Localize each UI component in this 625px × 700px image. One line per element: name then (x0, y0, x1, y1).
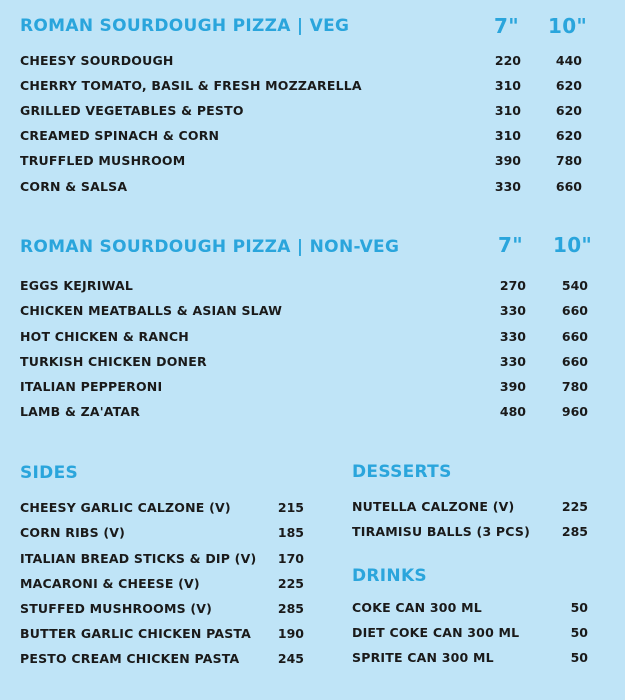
nonveg-item-price-7: 270 (499, 278, 526, 293)
nonveg-item-price-10: 660 (561, 354, 588, 369)
sides-item-name: CORN RIBS (V) (20, 525, 126, 540)
veg-item-price-7: 310 (494, 78, 521, 93)
sides-item-name: ITALIAN BREAD STICKS & DIP (V) (20, 551, 257, 566)
drinks-item-price: 50 (570, 600, 588, 615)
nonveg-item-price-10: 660 (561, 329, 588, 344)
veg-size-7-header: 7" (494, 14, 519, 38)
nonveg-item-name: HOT CHICKEN & RANCH (20, 329, 189, 344)
drinks-item-name: DIET COKE CAN 300 ML (352, 625, 520, 640)
veg-item-price-10: 620 (555, 78, 582, 93)
sides-item-name: PESTO CREAM CHICKEN PASTA (20, 651, 240, 666)
veg-section-title: ROMAN SOURDOUGH PIZZA | VEG (20, 16, 350, 36)
sides-item-price: 285 (277, 601, 304, 616)
veg-item-price-7: 220 (494, 53, 521, 68)
nonveg-size-7-header: 7" (498, 233, 523, 257)
drinks-section-title: DRINKS (352, 566, 427, 586)
nonveg-item-price-10: 540 (561, 278, 588, 293)
drinks-item-name: SPRITE CAN 300 ML (352, 650, 494, 665)
nonveg-item-price-7: 330 (499, 354, 526, 369)
sides-section-title: SIDES (20, 463, 79, 483)
veg-size-10-header: 10" (548, 14, 588, 38)
nonveg-item-price-10: 660 (561, 303, 588, 318)
drinks-item-price: 50 (570, 625, 588, 640)
desserts-item-price: 225 (561, 499, 588, 514)
nonveg-item-price-10: 780 (561, 379, 588, 394)
nonveg-item-price-7: 330 (499, 329, 526, 344)
desserts-item-name: NUTELLA CALZONE (V) (352, 499, 515, 514)
veg-item-name: CHERRY TOMATO, BASIL & FRESH MOZZARELLA (20, 78, 362, 93)
veg-item-price-7: 310 (494, 103, 521, 118)
sides-item-price: 190 (277, 626, 304, 641)
nonveg-item-name: EGGS KEJRIWAL (20, 278, 134, 293)
nonveg-item-name: TURKISH CHICKEN DONER (20, 354, 207, 369)
nonveg-item-price-7: 390 (499, 379, 526, 394)
nonveg-size-10-header: 10" (553, 233, 593, 257)
nonveg-section-title: ROMAN SOURDOUGH PIZZA | NON-VEG (20, 237, 400, 257)
veg-item-price-7: 310 (494, 128, 521, 143)
nonveg-item-name: CHICKEN MEATBALLS & ASIAN SLAW (20, 303, 283, 318)
drinks-item-price: 50 (570, 650, 588, 665)
veg-item-price-10: 620 (555, 128, 582, 143)
veg-item-price-10: 620 (555, 103, 582, 118)
nonveg-item-name: ITALIAN PEPPERONI (20, 379, 163, 394)
nonveg-item-price-10: 960 (561, 404, 588, 419)
sides-item-price: 245 (277, 651, 304, 666)
sides-item-price: 170 (277, 551, 304, 566)
veg-item-name: CORN & SALSA (20, 179, 128, 194)
veg-item-name: TRUFFLED MUSHROOM (20, 153, 186, 168)
nonveg-item-price-7: 480 (499, 404, 526, 419)
veg-item-name: CHEESY SOURDOUGH (20, 53, 174, 68)
veg-item-price-10: 440 (555, 53, 582, 68)
sides-item-price: 215 (277, 500, 304, 515)
sides-item-price: 185 (277, 525, 304, 540)
veg-item-name: GRILLED VEGETABLES & PESTO (20, 103, 244, 118)
desserts-section-title: DESSERTS (352, 462, 452, 482)
veg-item-price-7: 330 (494, 179, 521, 194)
desserts-item-name: TIRAMISU BALLS (3 PCS) (352, 524, 531, 539)
sides-item-name: CHEESY GARLIC CALZONE (V) (20, 500, 231, 515)
sides-item-name: STUFFED MUSHROOMS (V) (20, 601, 213, 616)
drinks-item-name: COKE CAN 300 ML (352, 600, 482, 615)
desserts-item-price: 285 (561, 524, 588, 539)
sides-item-name: MACARONI & CHEESE (V) (20, 576, 200, 591)
veg-item-price-10: 780 (555, 153, 582, 168)
sides-item-price: 225 (277, 576, 304, 591)
veg-item-name: CREAMED SPINACH & CORN (20, 128, 220, 143)
veg-item-price-7: 390 (494, 153, 521, 168)
nonveg-item-price-7: 330 (499, 303, 526, 318)
sides-item-name: BUTTER GARLIC CHICKEN PASTA (20, 626, 252, 641)
veg-item-price-10: 660 (555, 179, 582, 194)
nonveg-item-name: LAMB & ZA'ATAR (20, 404, 141, 419)
